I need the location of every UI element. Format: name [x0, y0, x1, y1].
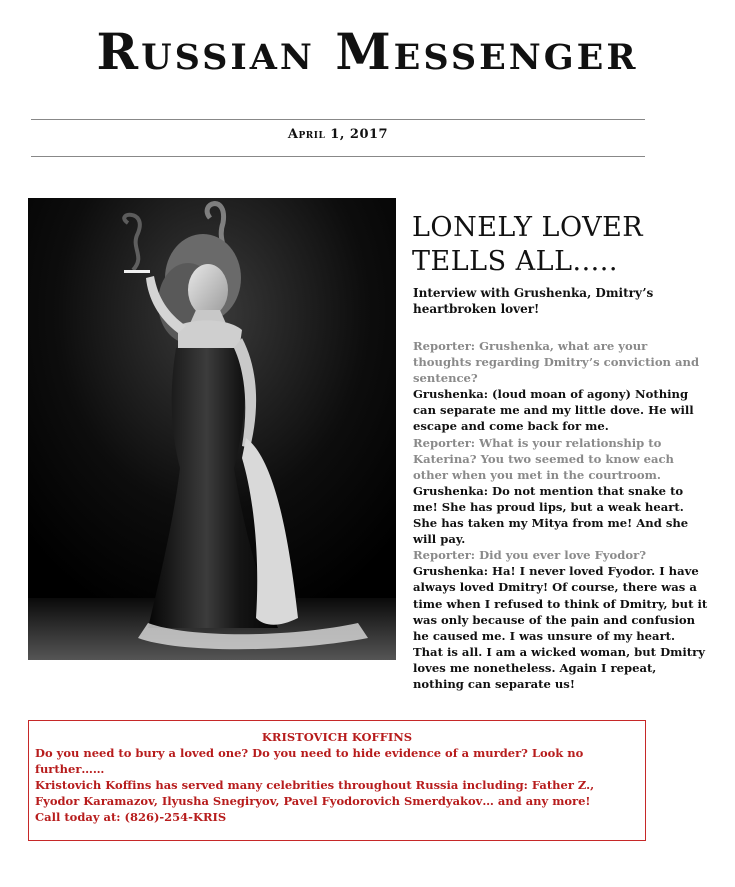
advertisement-box	[28, 720, 646, 841]
dateline: April 1, 2017	[287, 127, 389, 142]
article-subhead: Interview with Grushenka, Dmitry’s heartbroken lover!	[413, 286, 654, 316]
interview-body	[413, 338, 709, 692]
bottom-rule	[31, 156, 645, 157]
reporter-question: Reporter: Grushenka, what are your thoughts regarding Dmitry’s conviction and sentence?	[413, 339, 700, 386]
ad-phone: Call today at: (826)-254-KRIS	[35, 810, 227, 824]
masthead	[0, 22, 735, 81]
grushenka-answer: Grushenka: (loud moan of agony) Nothing can separate me and my little dove. He will escape and come back for me.	[413, 387, 694, 434]
article-photo	[28, 198, 396, 660]
newspaper-title: Russian Messenger	[96, 22, 639, 81]
woman-portrait-icon	[28, 198, 396, 660]
grushenka-answer: Grushenka: Do not mention that snake to me! She has proud lips, but a weak heart. She has taken my Mitya from me! And she will pay.	[413, 483, 689, 547]
article-headline: LONELY LOVER TELLS ALL.....	[412, 212, 644, 277]
ad-title: KRISTOVICH KOFFINS	[261, 730, 413, 744]
grushenka-answer: Grushenka: Ha! I never loved Fyodor. I have always loved Dmitry! Of course, there was a time when I refused to think of Dmitry, but it was only because of the pain and confusion he caused me. I was unsure of my heart. That is all. I am a wicked woman, but Dmitry loves me nonetheless. Again I repeat, nothing can separate us!	[413, 564, 708, 691]
top-rule	[31, 119, 645, 120]
ad-line: Kristovich Koffins has served many celebrities throughout Russia including: Father Z., Fyodor Karamazov, Ilyusha Snegiryov, Pavel Fyodorovich Smerdyakov… and any more!	[35, 778, 595, 808]
reporter-question: Reporter: What is your relationship to Katerina? You two seemed to know each other when you met in the courtroom.	[413, 435, 674, 482]
reporter-question: Reporter: Did you ever love Fyodor?	[413, 548, 647, 563]
ad-line: Do you need to bury a loved one? Do you need to hide evidence of a murder? Look no further……	[35, 746, 584, 776]
